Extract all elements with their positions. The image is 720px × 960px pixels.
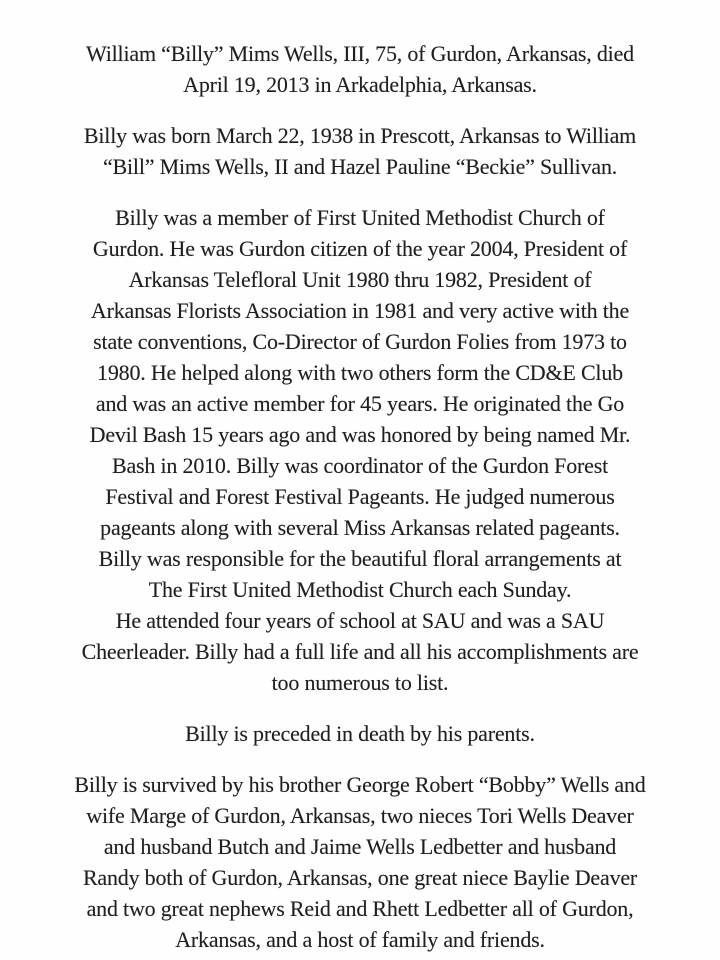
obituary-line: Randy both of Gurdon, Arkansas, one great niece Baylie Deaver [82,865,638,890]
obituary-line: April 19, 2013 in Arkadelphia, Arkansas. [183,72,537,97]
obituary-line: and two great nephews Reid and Rhett Ledbetter all of Gurdon, [86,896,634,921]
obituary-line: state conventions, Co-Director of Gurdon Folies from 1973 to [93,329,627,354]
obituary-line: wife Marge of Gurdon, Arkansas, two nieces Tori Wells Deaver [86,803,634,828]
obituary-paragraph-preceded-in-death [30,718,690,749]
obituary-line: and husband Butch and Jaime Wells Ledbetter and husband [103,834,617,859]
obituary-line: and was an active member for 45 years. He originated the Go [95,391,625,416]
obituary-line: Gurdon. He was Gurdon citizen of the year 2004, President of [92,236,628,261]
obituary-line: Arkansas Florists Association in 1981 and very active with the [90,298,630,323]
obituary-line: Cheerleader. Billy had a full life and all his accomplishments are [81,639,639,664]
obituary-line: Arkansas, and a host of family and friends. [175,927,545,952]
obituary-paragraph-life-accomplishments [30,202,690,698]
obituary-line: Festival and Forest Festival Pageants. He judged numerous [105,484,615,509]
obituary-paragraph-death-notice [30,38,690,100]
obituary-line: too numerous to list. [271,670,449,695]
obituary-line: The First United Methodist Church each Sunday. [148,577,572,602]
obituary-line: Arkansas Telefloral Unit 1980 thru 1982, President of [128,267,592,292]
obituary-line: 1980. He helped along with two others form the CD&E Club [97,360,623,385]
obituary-line: Billy is preceded in death by his parents. [185,721,535,746]
obituary-paragraph-survived-by [30,769,690,955]
obituary-line: Billy was born March 22, 1938 in Prescott, Arkansas to William [83,123,637,148]
obituary-line: Bash in 2010. Billy was coordinator of the Gurdon Forest [112,453,608,478]
obituary-line: Devil Bash 15 years ago and was honored by being named Mr. [89,422,631,447]
obituary-line: Billy is survived by his brother George Robert “Bobby” Wells and [74,772,646,797]
obituary-line: William “Billy” Mims Wells, III, 75, of Gurdon, Arkansas, died [86,41,634,66]
obituary-line: Billy was a member of First United Methodist Church of [115,205,605,230]
obituary-line: pageants along with several Miss Arkansas related pageants. [100,515,620,540]
obituary-line: “Bill” Mims Wells, II and Hazel Pauline “Beckie” Sullivan. [102,154,618,179]
obituary-paragraph-birth [30,120,690,182]
obituary-line: Billy was responsible for the beautiful floral arrangements at [98,546,622,571]
obituary-line: He attended four years of school at SAU and was a SAU [115,608,605,633]
